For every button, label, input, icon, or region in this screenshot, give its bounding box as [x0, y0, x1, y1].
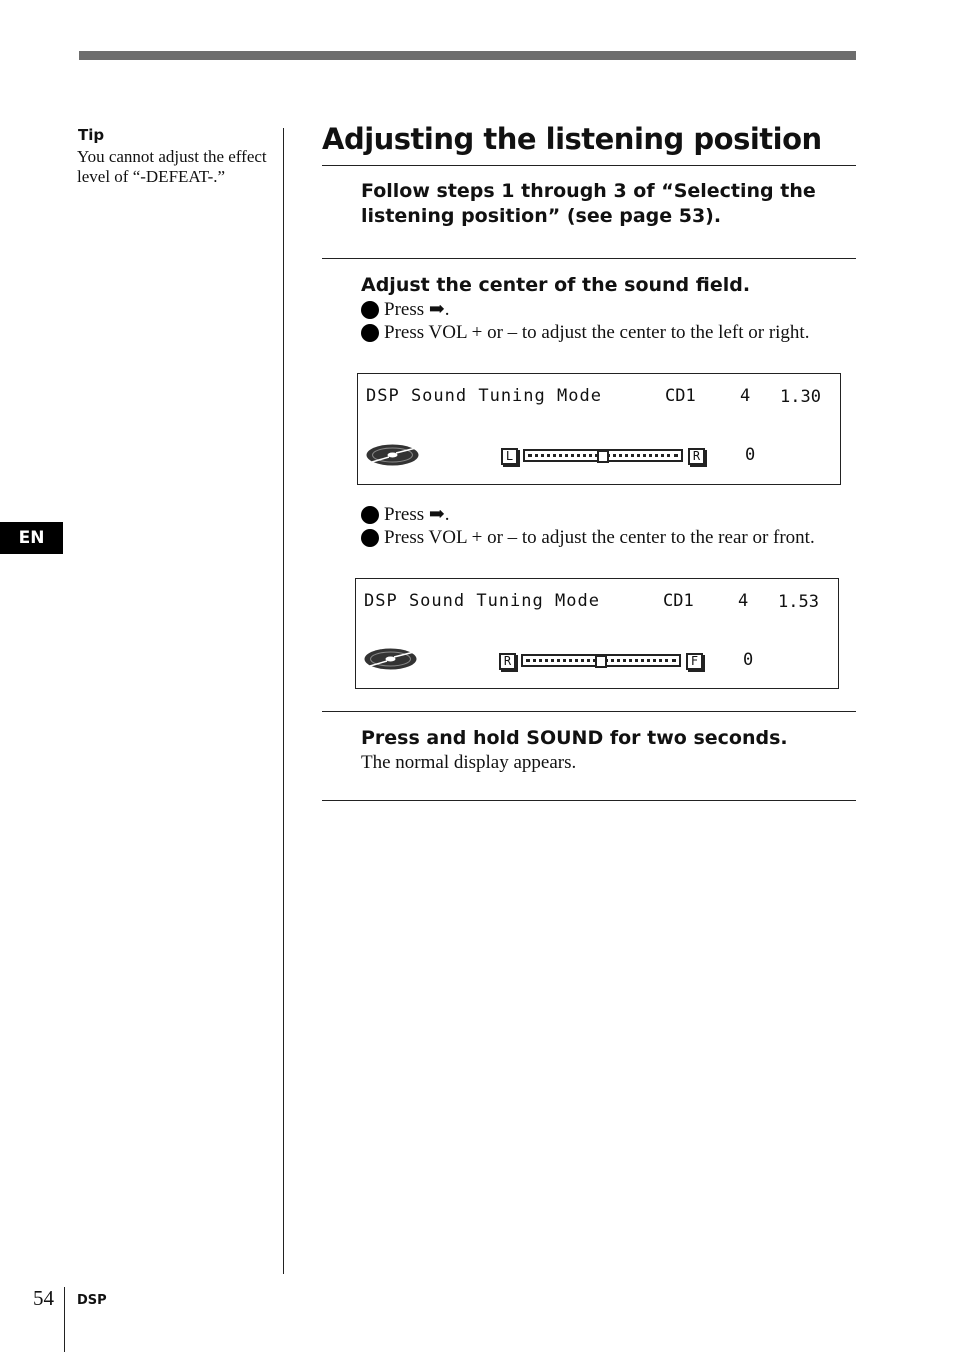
fader-value: 0	[743, 650, 754, 670]
substep-number: 2	[361, 324, 379, 342]
step-1-heading: Follow steps 1 through 3 of “Selecting the listening position” (see page 53).	[361, 180, 816, 227]
display-mode-label: DSP Sound Tuning Mode	[364, 591, 600, 611]
display-source: CD1	[663, 591, 694, 611]
substep-number: 1	[361, 301, 379, 319]
substep-3	[352, 503, 872, 526]
fader-front-label: F	[686, 653, 703, 670]
fader-slider-2	[521, 654, 681, 667]
lcd-display-2	[355, 578, 839, 689]
substep-text: Press ➡.	[384, 299, 450, 320]
substep-text: Press ➡.	[384, 504, 450, 525]
lcd-display-1	[357, 373, 841, 485]
step-3-heading: Press and hold SOUND for two seconds.	[361, 727, 788, 749]
balance-left-label: L	[501, 448, 518, 465]
header-bar	[79, 51, 856, 60]
page-title: Adjusting the listening position	[322, 122, 822, 156]
divider	[322, 165, 856, 166]
display-track: 4	[738, 591, 749, 611]
substep-number: 4	[361, 529, 379, 547]
page-number: 54	[33, 1286, 54, 1310]
substep-number: 3	[361, 506, 379, 524]
display-mode-label: DSP Sound Tuning Mode	[366, 386, 602, 406]
substep-2	[352, 321, 872, 344]
tip-heading: Tip	[78, 126, 105, 144]
step-3-text: The normal display appears.	[361, 752, 577, 773]
substep-text: Press VOL + or – to adjust the center to the rear or front.	[384, 527, 815, 548]
substep-4	[352, 526, 872, 549]
substep-text: Press VOL + or – to adjust the center to the left or right.	[384, 322, 810, 343]
substep-1	[352, 298, 872, 321]
divider	[322, 711, 856, 712]
section-label: DSP	[77, 1293, 107, 1308]
balance-right-label: R	[688, 448, 705, 465]
fader-rear-label: R	[499, 653, 516, 670]
slider-knob	[595, 655, 607, 668]
display-track: 4	[740, 386, 751, 406]
display-source: CD1	[665, 386, 696, 406]
balance-value: 0	[745, 445, 756, 465]
display-time: 1.53	[778, 592, 819, 612]
divider	[322, 258, 856, 259]
footer-divider	[64, 1287, 65, 1352]
language-tab: EN	[0, 522, 63, 554]
disc-icon	[366, 444, 419, 466]
divider	[322, 800, 856, 801]
balance-slider-1	[523, 449, 683, 462]
slider-knob	[597, 450, 609, 463]
tip-text: You cannot adjust the effect level of “-DEFEAT-.”	[77, 147, 267, 186]
column-divider	[283, 128, 284, 1274]
step-2-heading: Adjust the center of the sound field.	[361, 274, 751, 296]
disc-icon	[364, 648, 417, 670]
display-time: 1.30	[780, 387, 821, 407]
